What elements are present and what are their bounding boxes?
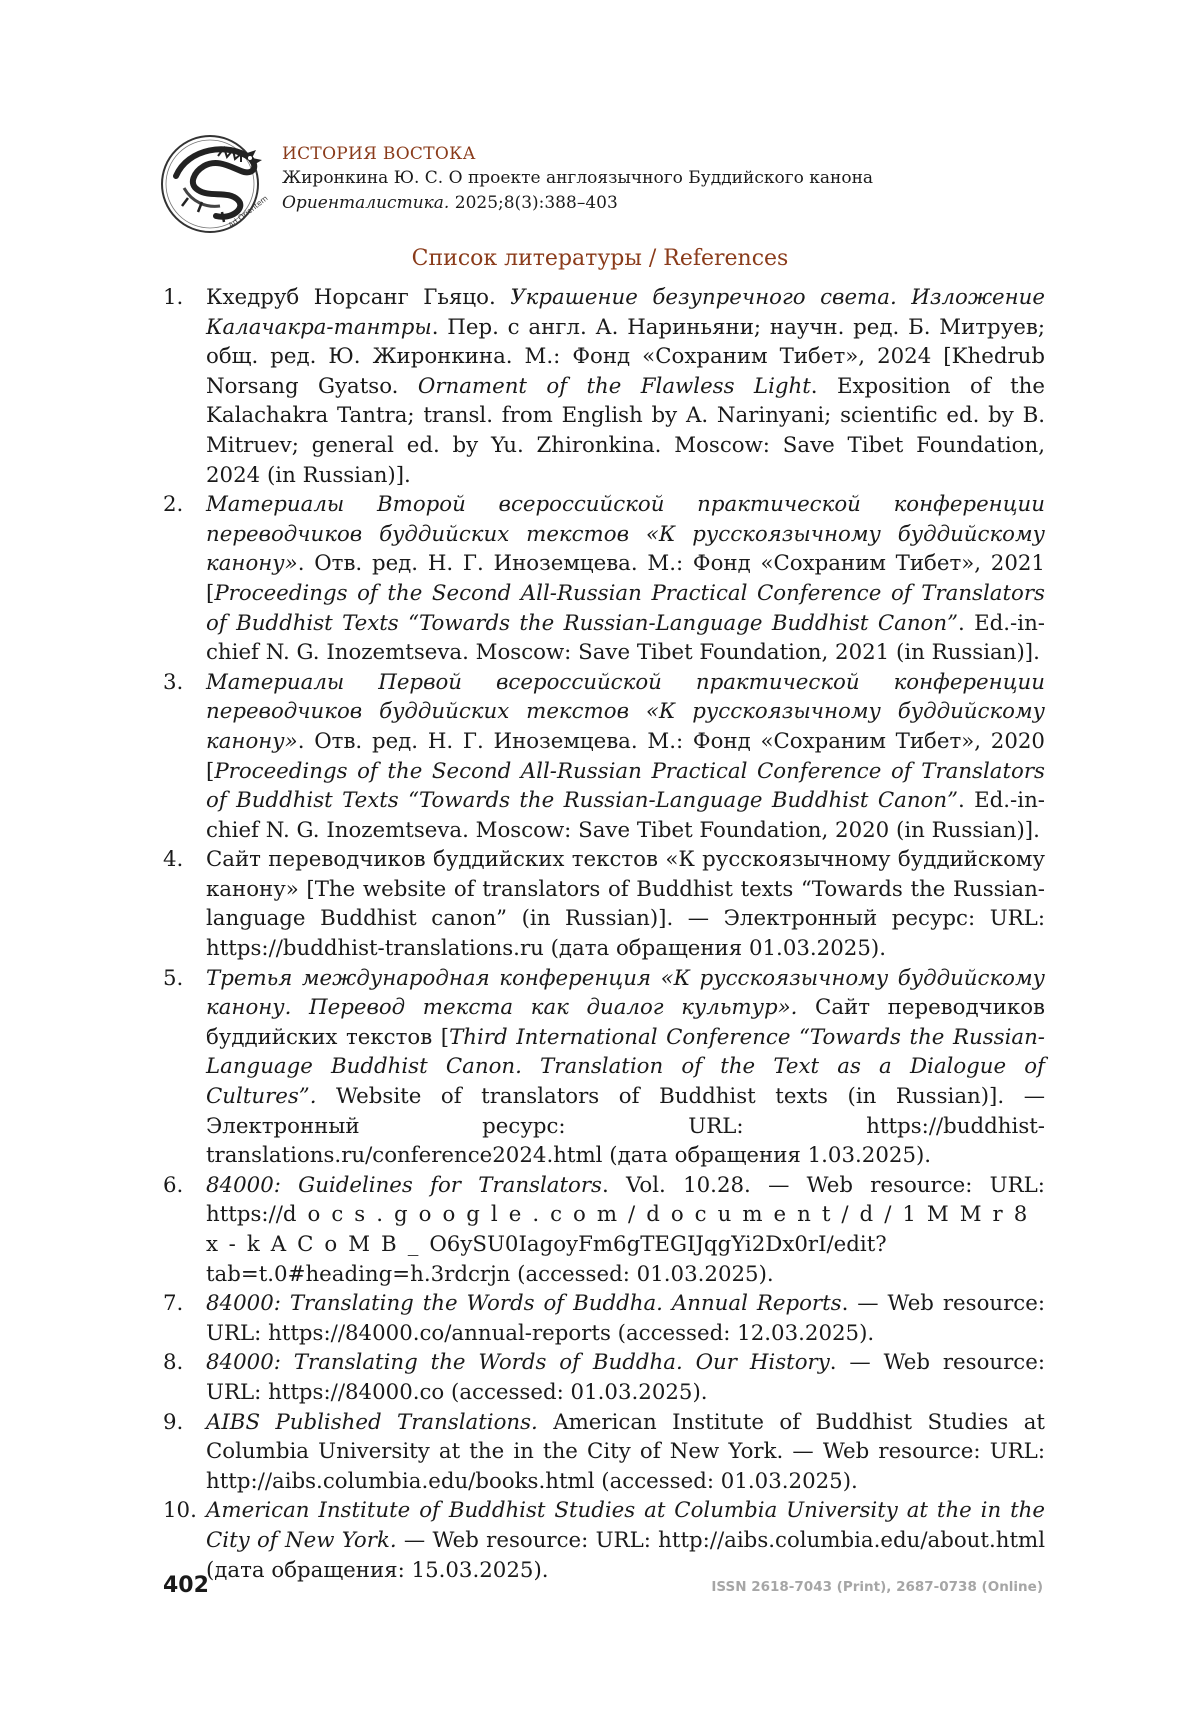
reference-title-segment: Украшение безупречного света. Изложение Калачакра-тантры — [206, 285, 1045, 340]
reference-title-segment: Третья международная конференция «К русскоязычному буддийскому канону. Перевод текста как диалог культур». — [206, 965, 1045, 1021]
reference-item — [163, 1496, 1045, 1585]
citation-line — [282, 191, 873, 216]
reference-item — [163, 1348, 1045, 1407]
reference-title-segment: Материалы Второй всероссийской практической конференции переводчиков буддийских текстов «К русскоязычному буддийскому канону» — [206, 492, 1045, 577]
reference-title-segment: 84000: Translating the Words of Buddha. Annual Reports — [206, 1291, 842, 1317]
journal-issue: 2025;8(3):388–403 — [454, 193, 618, 213]
reference-text — [206, 966, 1045, 1169]
reference-text — [206, 1410, 1045, 1494]
reference-number: 3. — [163, 669, 184, 695]
reference-title-segment: 84000: Translating the Words of Buddha. Our History — [206, 1350, 830, 1376]
reference-number: 4. — [163, 847, 184, 873]
reference-text — [206, 285, 1045, 488]
reference-text — [206, 492, 1045, 665]
reference-segment: . Exposition of the Kalachakra Tantra; transl. from English by A. Narinyani; scientific ed. by B. Mitruev; general ed. by Yu. Zhironkina. Moscow: Save Tibet Foundation, 2024 (in Russian)]. — [206, 373, 1045, 488]
reference-title-segment: AIBS Published Translations. — [206, 1409, 538, 1435]
reference-segment: American Institute of Buddhist Studies at Columbia University at the in the City of New York. — Web resource: URL: http://aibs.columbia.edu/books.html (accessed: 01.03.2025). — [206, 1409, 1045, 1494]
reference-segment: . Отв. ред. Н. Г. Иноземцева. М.: Фонд «Сохраним Тибет», 2021 [ — [206, 551, 1045, 606]
reference-title-segment: Proceedings of the Second All-Russian Practical Conference of Translators of Buddhist Texts “Towards the Russian-Language Buddhist Canon” — [206, 758, 1045, 814]
reference-segment: — Web resource: URL: http://aibs.columbia.edu/about.html (дата обращения: 15.03.2025). — [206, 1527, 1046, 1583]
reference-item — [163, 964, 1045, 1171]
reference-text — [206, 1173, 1045, 1287]
dragon-seal-icon — [158, 128, 270, 238]
reference-number: 7. — [163, 1291, 184, 1317]
article-line: Жиронкина Ю. С. О проекте англоязычного Буддийского канона — [282, 168, 874, 188]
reference-number: 10. — [163, 1498, 197, 1524]
reference-segment: . — Web resource: URL: https://84000.co (accessed: 01.03.2025). — [206, 1350, 1045, 1405]
reference-segment: . Vol. 10.28. — Web resource: URL: https:// — [206, 1172, 1045, 1228]
journal-section: ИСТОРИЯ ВОСТОКА — [282, 144, 476, 164]
references-list — [163, 283, 1045, 1585]
reference-title-segment: Ornament of the Flawless Light — [417, 373, 811, 399]
reference-number: 9. — [163, 1409, 184, 1435]
reference-title-segment: Third International Conference “Towards the Russian-Language Buddhist Canon. Translation of the Text as a Dialogue of Cultures”. — [206, 1024, 1045, 1110]
reference-title-segment: 84000: Guidelines for Translators — [206, 1172, 602, 1198]
reference-number: 6. — [163, 1172, 184, 1198]
page-number: 402 — [163, 1573, 209, 1598]
page-header — [158, 128, 1058, 238]
journal-logo — [158, 128, 270, 238]
reference-item — [163, 845, 1045, 963]
reference-item — [163, 490, 1045, 668]
references-title: Список литературы / References — [411, 246, 789, 271]
reference-text — [206, 847, 1045, 961]
logo-text: Ad Orientem — [226, 193, 270, 230]
reference-text — [206, 670, 1045, 843]
reference-segment: Сайт переводчиков буддийских текстов «К русскоязычному буддийскому канону» [The website of translators of Buddhist texts “Towards the Russian-language Buddhist canon” (in Russian)]. — Электронный ресурс: URL: https://buddhist-translations.ru (дата обращения 01.03.2025). — [206, 847, 1045, 962]
reference-item — [163, 1408, 1045, 1497]
reference-number: 8. — [163, 1350, 184, 1376]
reference-text — [206, 1498, 1045, 1582]
reference-segment: . — Web resource: URL: https://84000.co/annual-reports (accessed: 12.03.2025). — [206, 1291, 1045, 1346]
reference-number: 1. — [163, 285, 184, 310]
reference-segment: Website of translators of Buddhist texts (in Russian)]. — Электронный ресурс: URL: https://buddhist-translations.ru/conference2024.html (дата обращения 1.03.2025). — [206, 1084, 1045, 1169]
reference-title-segment: Материалы Первой всероссийской практической конференции переводчиков буддийских текстов «К русскоязычному буддийскому канону» — [206, 669, 1045, 754]
running-header — [282, 142, 873, 216]
reference-segment: Сайт переводчиков буддийских текстов [ — [206, 995, 1045, 1050]
reference-segment: O6ySU0IagoyFm6gTEGIJqgYi2Dx0rI/edit?tab=t.0#heading=h.3rdcrjn (accessed: 01.03.2025). — [206, 1232, 887, 1287]
issn: ISSN 2618-7043 (Print), 2687-0738 (Online) — [711, 1579, 1043, 1595]
reference-segment: . Пер. с англ. А. Нариньяни; научн. ред. Б. Митруев; общ. ред. Ю. Жиронкина. М.: Фонд «Сохраним Тибет», 2024 [Khedrub Norsang Gyatso. — [206, 314, 1045, 399]
reference-segment: . Ed.-in-chief N. G. Inozemtseva. Moscow: Save Tibet Foundation, 2021 (in Russian)]. — [206, 610, 1045, 666]
reference-item — [163, 668, 1045, 846]
reference-number: 5. — [163, 965, 184, 991]
reference-item — [163, 1289, 1045, 1348]
reference-number: 2. — [163, 492, 184, 518]
reference-text — [206, 1350, 1045, 1405]
reference-title-segment: Proceedings of the Second All-Russian Practical Conference of Translators of Buddhist Texts “Towards the Russian-Language Buddhist Canon” — [206, 580, 1045, 636]
reference-item — [163, 1171, 1045, 1289]
reference-text — [206, 1291, 1045, 1346]
journal-name: Ориенталистика. — [282, 193, 450, 213]
reference-item — [163, 283, 1045, 490]
reference-segment: . Отв. ред. Н. Г. Иноземцева. М.: Фонд «Сохраним Тибет», 2020 [ — [206, 728, 1045, 784]
reference-segment: . Ed.-in-chief N. G. Inozemtseva. Moscow: Save Tibet Foundation, 2020 (in Russian)]. — [206, 788, 1045, 843]
reference-title-segment: American Institute of Buddhist Studies at Columbia University at the in the City of New York. — [206, 1498, 1045, 1553]
reference-segment: Кхедруб Норсанг Гьяцо. — [206, 285, 511, 310]
reference-segment: docs.google.com/document/d/1MMr8x-kACoMB_ — [206, 1202, 1039, 1257]
